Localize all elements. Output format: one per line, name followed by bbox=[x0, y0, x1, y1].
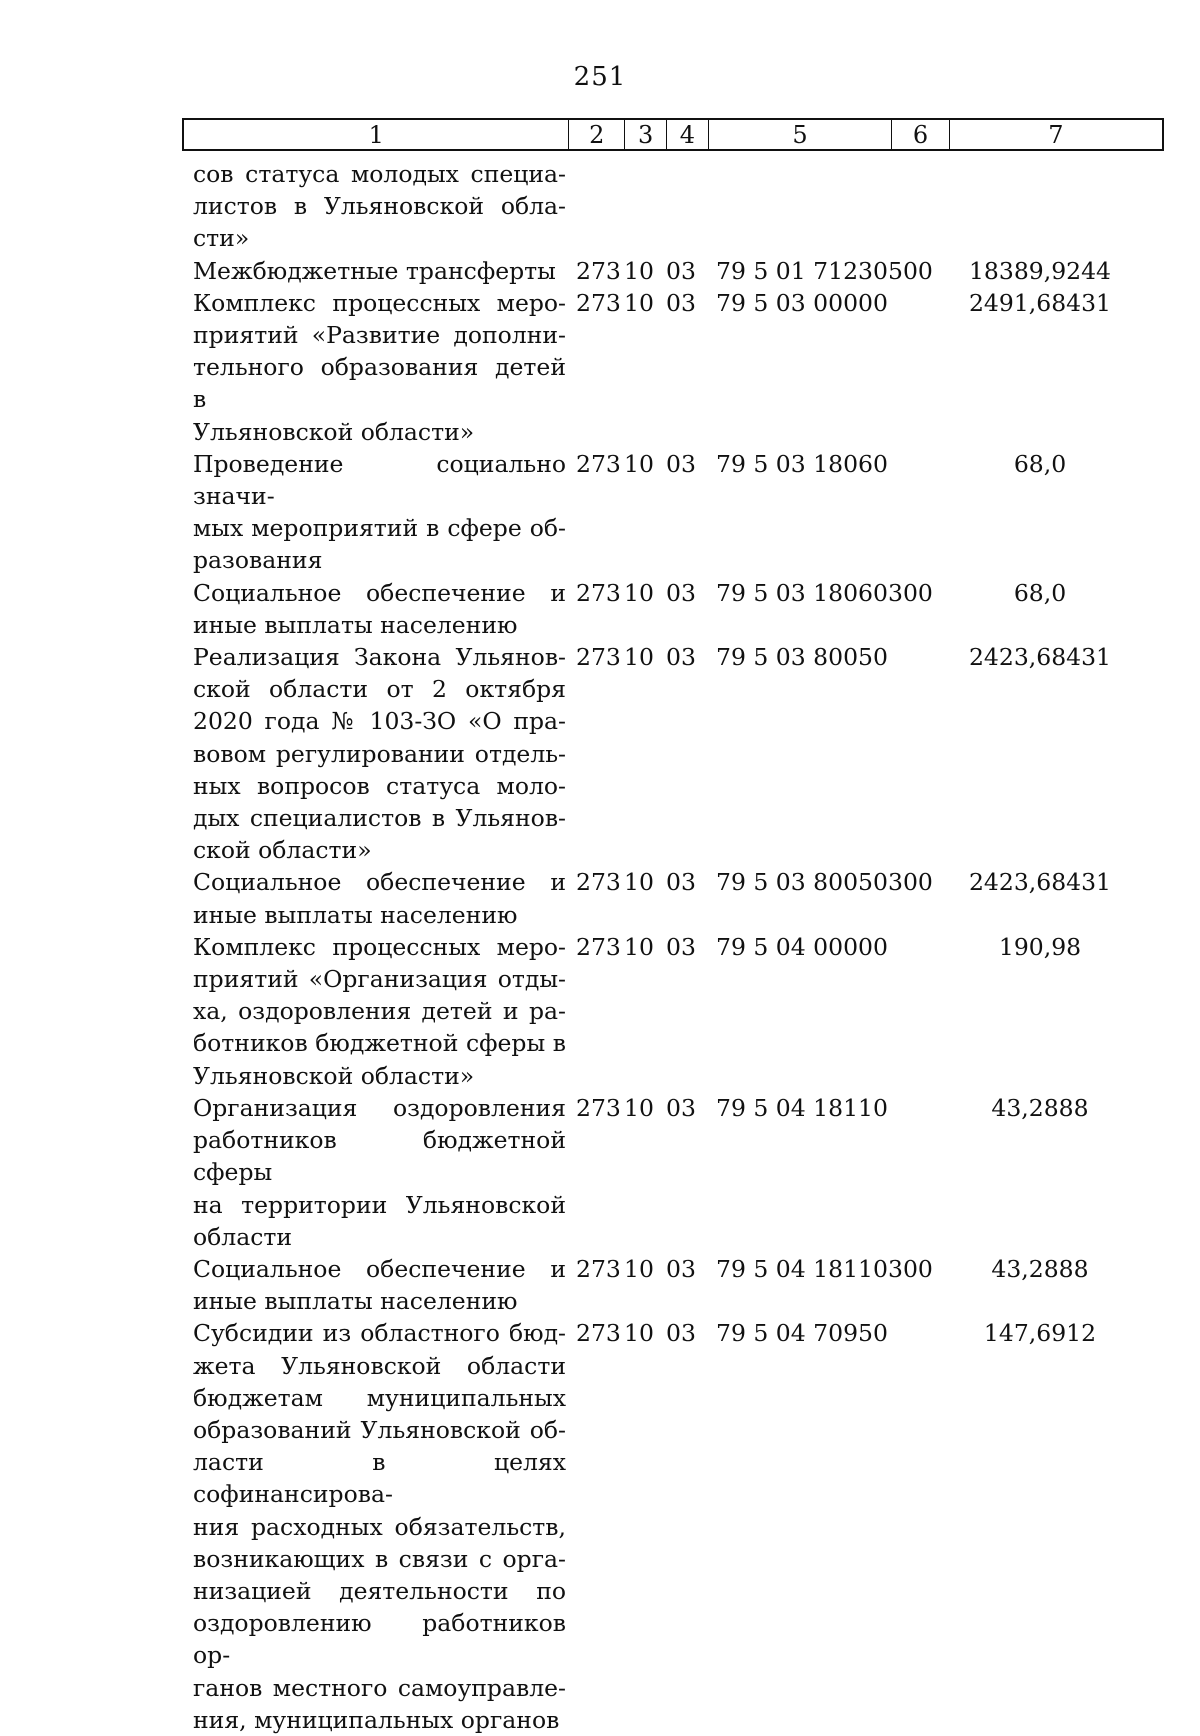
description-line: Межбюджетные трансферты bbox=[193, 256, 556, 285]
row-amount bbox=[952, 158, 1128, 255]
row-amount: 68,0 bbox=[1013, 578, 1067, 607]
row-target-article bbox=[708, 158, 888, 255]
row-description bbox=[193, 641, 566, 866]
row-admin-code: 273 bbox=[576, 256, 621, 285]
row-description bbox=[193, 1253, 566, 1317]
description-line: низацией деятельности по bbox=[193, 1576, 566, 1605]
row-section: 10 bbox=[624, 932, 654, 961]
row-admin-code bbox=[566, 158, 624, 255]
row-admin-code: 273 bbox=[576, 932, 621, 961]
table-body bbox=[193, 158, 1153, 1736]
table-header bbox=[182, 118, 1164, 151]
description-line: жета Ульяновской области bbox=[193, 1351, 566, 1380]
header-col-1: 1 bbox=[184, 120, 569, 149]
row-subsection bbox=[666, 158, 708, 255]
description-line: вовом регулировании отдель- bbox=[193, 739, 566, 768]
description-line: ных вопросов статуса моло- bbox=[193, 771, 566, 800]
row-expense-type bbox=[888, 287, 952, 448]
row-target-article: 79 5 01 71230 bbox=[716, 256, 888, 285]
description-line: оздоровлению работников ор- bbox=[193, 1609, 566, 1670]
row-section bbox=[624, 158, 666, 255]
row-expense-type: 300 bbox=[888, 1254, 933, 1283]
row-target-article: 79 5 03 18060 bbox=[716, 449, 888, 478]
header-col-7: 7 bbox=[1048, 120, 1064, 149]
description-line: иные выплаты населению bbox=[193, 900, 518, 929]
row-amount: 2423,68431 bbox=[968, 868, 1112, 897]
row-subsection: 03 bbox=[666, 1093, 696, 1122]
row-expense-type: 300 bbox=[888, 578, 933, 607]
row-section: 10 bbox=[624, 449, 654, 478]
row-expense-type bbox=[888, 931, 952, 1092]
row-admin-code: 273 bbox=[576, 1254, 621, 1283]
description-line: тельного образования детей в bbox=[193, 353, 566, 414]
row-target-article: 79 5 04 18110 bbox=[716, 1254, 888, 1283]
description-line: разования bbox=[193, 546, 323, 575]
row-admin-code: 273 bbox=[576, 643, 621, 672]
row-description bbox=[193, 1317, 566, 1736]
table-row bbox=[193, 158, 1153, 255]
row-admin-code: 273 bbox=[576, 868, 621, 897]
description-line: иные выплаты населению bbox=[193, 1287, 518, 1316]
description-line: Ульяновской области» bbox=[193, 1061, 475, 1090]
row-section: 10 bbox=[624, 1093, 654, 1122]
row-subsection: 03 bbox=[666, 256, 696, 285]
description-line: ха, оздоровления детей и ра- bbox=[193, 997, 566, 1026]
row-subsection: 03 bbox=[666, 449, 696, 478]
description-line: Проведение социально значи- bbox=[193, 449, 566, 511]
header-col-5: 5 bbox=[709, 120, 892, 149]
row-subsection: 03 bbox=[666, 578, 696, 607]
row-section: 10 bbox=[624, 288, 654, 317]
table-row bbox=[193, 641, 1153, 866]
description-line: мых мероприятий в сфере об- bbox=[193, 514, 566, 543]
row-description bbox=[193, 158, 566, 255]
description-line: ской области» bbox=[193, 836, 372, 865]
row-admin-code: 273 bbox=[576, 578, 621, 607]
row-target-article: 79 5 03 80050 bbox=[716, 868, 888, 897]
description-line: сов статуса молодых специа- bbox=[193, 160, 566, 188]
row-subsection: 03 bbox=[666, 1319, 696, 1348]
description-line: возникающих в связи с орга- bbox=[193, 1544, 566, 1573]
row-target-article: 79 5 04 70950 bbox=[716, 1319, 888, 1348]
table-row bbox=[193, 255, 1153, 287]
description-line: Комплекс процессных меро- bbox=[193, 932, 566, 961]
row-description bbox=[193, 577, 566, 641]
description-line: ботников бюджетной сферы в bbox=[193, 1029, 566, 1058]
description-line: Комплекс процессных меро- bbox=[193, 288, 566, 317]
row-amount: 147,6912 bbox=[983, 1319, 1097, 1348]
description-line: бюджетам муниципальных bbox=[193, 1383, 566, 1412]
description-line: приятий «Развитие дополни- bbox=[193, 321, 566, 350]
description-line: 2020 года № 103-ЗО «О пра- bbox=[193, 707, 566, 736]
row-expense-type: 300 bbox=[888, 868, 933, 897]
row-description bbox=[193, 931, 566, 1092]
row-target-article: 79 5 03 18060 bbox=[716, 578, 888, 607]
description-line: листов в Ульяновской обла- bbox=[193, 192, 566, 221]
row-amount: 190,98 bbox=[998, 932, 1082, 961]
description-line: Социальное обеспечение и bbox=[193, 1254, 566, 1283]
header-col-3: 3 bbox=[625, 120, 667, 149]
row-section: 10 bbox=[624, 643, 654, 672]
table-row bbox=[193, 1253, 1153, 1317]
description-line: Реализация Закона Ульянов- bbox=[193, 643, 566, 672]
description-line: Субсидии из областного бюд- bbox=[193, 1319, 566, 1348]
row-expense-type: 500 bbox=[888, 256, 933, 285]
row-description bbox=[193, 448, 566, 577]
header-col-2: 2 bbox=[569, 120, 625, 149]
row-amount: 68,0 bbox=[1013, 449, 1067, 478]
table-row bbox=[193, 287, 1153, 448]
description-line: ния, муниципальных органов bbox=[193, 1705, 560, 1734]
row-amount: 18389,9244 bbox=[968, 256, 1112, 285]
table-row bbox=[193, 448, 1153, 577]
row-subsection: 03 bbox=[666, 932, 696, 961]
header-col-6: 6 bbox=[892, 120, 950, 149]
description-line: Организация оздоровления bbox=[193, 1093, 566, 1122]
row-expense-type bbox=[888, 641, 952, 866]
table-row bbox=[193, 931, 1153, 1092]
description-line: ганов местного самоуправле- bbox=[193, 1673, 566, 1702]
row-section: 10 bbox=[624, 868, 654, 897]
row-target-article: 79 5 03 00000 bbox=[716, 288, 888, 317]
table-row bbox=[193, 577, 1153, 641]
description-line: дых специалистов в Ульянов- bbox=[193, 804, 566, 833]
description-line: ласти в целях софинансирова- bbox=[193, 1448, 566, 1509]
description-line: области bbox=[193, 1222, 293, 1251]
row-description bbox=[193, 866, 566, 930]
row-subsection: 03 bbox=[666, 868, 696, 897]
description-line: иные выплаты населению bbox=[193, 610, 518, 639]
row-admin-code: 273 bbox=[576, 1093, 621, 1122]
table-row bbox=[193, 1092, 1153, 1253]
description-line: образований Ульяновской об- bbox=[193, 1415, 566, 1444]
row-expense-type bbox=[888, 158, 952, 255]
description-line: Социальное обеспечение и bbox=[193, 868, 566, 897]
page-number: 251 bbox=[573, 62, 627, 92]
row-target-article: 79 5 04 18110 bbox=[716, 1093, 888, 1122]
description-line: ния расходных обязательств, bbox=[193, 1512, 566, 1541]
row-section: 10 bbox=[624, 578, 654, 607]
row-description bbox=[193, 255, 566, 287]
header-col-4: 4 bbox=[667, 120, 709, 149]
row-section: 10 bbox=[624, 1319, 654, 1348]
table-row bbox=[193, 866, 1153, 930]
description-line: приятий «Организация отды- bbox=[193, 965, 566, 994]
description-line: Социальное обеспечение и bbox=[193, 578, 566, 607]
row-target-article: 79 5 03 80050 bbox=[716, 643, 888, 672]
row-target-article: 79 5 04 00000 bbox=[716, 932, 888, 961]
row-amount: 2423,68431 bbox=[968, 643, 1112, 672]
row-admin-code: 273 bbox=[576, 449, 621, 478]
row-amount: 43,2888 bbox=[991, 1093, 1089, 1122]
row-admin-code: 273 bbox=[576, 1319, 621, 1348]
row-amount: 2491,68431 bbox=[968, 288, 1112, 317]
row-expense-type bbox=[888, 1092, 952, 1253]
row-section: 10 bbox=[624, 256, 654, 285]
row-expense-type bbox=[888, 1317, 952, 1736]
table-row bbox=[193, 1317, 1153, 1736]
description-line: Ульяновской области» bbox=[193, 417, 475, 446]
row-subsection: 03 bbox=[666, 1254, 696, 1283]
row-expense-type bbox=[888, 448, 952, 577]
row-subsection: 03 bbox=[666, 288, 696, 317]
row-admin-code: 273 bbox=[576, 288, 621, 317]
row-amount: 43,2888 bbox=[991, 1254, 1089, 1283]
description-line: ской области от 2 октября bbox=[193, 675, 566, 704]
row-description bbox=[193, 287, 566, 448]
row-subsection: 03 bbox=[666, 643, 696, 672]
description-line: на территории Ульяновской bbox=[193, 1190, 566, 1219]
description-line: работников бюджетной сферы bbox=[193, 1126, 566, 1187]
row-section: 10 bbox=[624, 1254, 654, 1283]
row-description bbox=[193, 1092, 566, 1253]
description-line: сти» bbox=[193, 224, 250, 253]
